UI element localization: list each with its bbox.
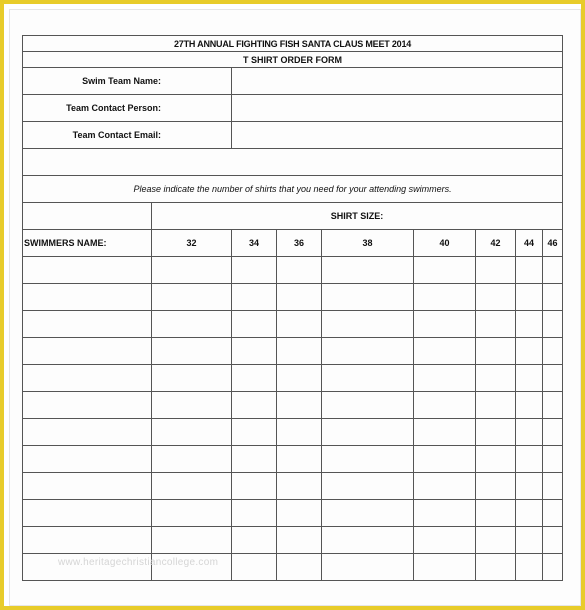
swimmer-row xyxy=(23,365,563,392)
size-header-38: 38 xyxy=(322,230,414,257)
swimmer-row xyxy=(23,419,563,446)
order-form-table xyxy=(22,35,563,581)
quantity-cell-46[interactable] xyxy=(543,500,563,527)
quantity-cell-42[interactable] xyxy=(476,284,516,311)
size-header-36: 36 xyxy=(277,230,322,257)
quantity-cell-34[interactable] xyxy=(232,446,277,473)
quantity-cell-46[interactable] xyxy=(543,392,563,419)
size-header-42: 42 xyxy=(476,230,516,257)
title-row xyxy=(23,36,563,52)
size-header-40: 40 xyxy=(414,230,476,257)
quantity-cell-38[interactable] xyxy=(322,554,414,581)
quantity-cell-42[interactable] xyxy=(476,419,516,446)
quantity-cell-38[interactable] xyxy=(322,419,414,446)
subtitle-row xyxy=(23,52,563,68)
quantity-cell-32[interactable] xyxy=(152,257,232,284)
size-header-32: 32 xyxy=(152,230,232,257)
quantity-cell-36[interactable] xyxy=(277,527,322,554)
size-header-34: 34 xyxy=(232,230,277,257)
quantity-cell-42[interactable] xyxy=(476,554,516,581)
quantity-cell-44[interactable] xyxy=(516,257,543,284)
field-row-contact-email xyxy=(23,122,563,149)
field-row-contact-person xyxy=(23,95,563,122)
quantity-cell-46[interactable] xyxy=(543,446,563,473)
swimmer-name-cell[interactable] xyxy=(23,419,152,446)
quantity-cell-38[interactable] xyxy=(322,500,414,527)
quantity-cell-38[interactable] xyxy=(322,473,414,500)
quantity-cell-36[interactable] xyxy=(277,500,322,527)
quantity-cell-38[interactable] xyxy=(322,257,414,284)
quantity-cell-38[interactable] xyxy=(322,284,414,311)
swimmer-row xyxy=(23,311,563,338)
quantity-cell-42[interactable] xyxy=(476,365,516,392)
quantity-cell-46[interactable] xyxy=(543,419,563,446)
quantity-cell-46[interactable] xyxy=(543,284,563,311)
quantity-cell-40[interactable] xyxy=(414,284,476,311)
swimmer-name-cell[interactable] xyxy=(23,311,152,338)
quantity-cell-46[interactable] xyxy=(543,473,563,500)
quantity-cell-44[interactable] xyxy=(516,527,543,554)
quantity-cell-32[interactable] xyxy=(152,500,232,527)
quantity-cell-34[interactable] xyxy=(232,392,277,419)
team-contact-person-label: Team Contact Person: xyxy=(23,95,232,122)
swimmer-row xyxy=(23,527,563,554)
instruction-text: Please indicate the number of shirts that you need for your attending swimmers. xyxy=(23,176,563,203)
quantity-cell-40[interactable] xyxy=(414,473,476,500)
quantity-cell-34[interactable] xyxy=(232,365,277,392)
quantity-cell-40[interactable] xyxy=(414,257,476,284)
quantity-cell-44[interactable] xyxy=(516,419,543,446)
blank-cell xyxy=(23,149,563,176)
quantity-cell-32[interactable] xyxy=(152,473,232,500)
quantity-cell-38[interactable] xyxy=(322,392,414,419)
swimmer-name-cell[interactable] xyxy=(23,446,152,473)
quantity-cell-36[interactable] xyxy=(277,311,322,338)
quantity-cell-44[interactable] xyxy=(516,311,543,338)
team-contact-person-field[interactable] xyxy=(232,95,563,122)
quantity-cell-40[interactable] xyxy=(414,554,476,581)
swim-team-name-field[interactable] xyxy=(232,68,563,95)
quantity-cell-42[interactable] xyxy=(476,527,516,554)
swimmer-name-cell[interactable] xyxy=(23,284,152,311)
swimmer-row xyxy=(23,284,563,311)
header-spacer-cell xyxy=(23,203,152,230)
shirt-size-header: SHIRT SIZE: xyxy=(152,203,563,230)
swimmer-row xyxy=(23,392,563,419)
swimmer-row xyxy=(23,338,563,365)
quantity-cell-34[interactable] xyxy=(232,284,277,311)
instruction-row xyxy=(23,176,563,203)
size-header-46: 46 xyxy=(543,230,563,257)
swimmer-row xyxy=(23,473,563,500)
quantity-cell-40[interactable] xyxy=(414,419,476,446)
quantity-cell-38[interactable] xyxy=(322,338,414,365)
quantity-cell-40[interactable] xyxy=(414,392,476,419)
quantity-cell-40[interactable] xyxy=(414,311,476,338)
swimmer-name-cell[interactable] xyxy=(23,257,152,284)
quantity-cell-46[interactable] xyxy=(543,365,563,392)
quantity-cell-44[interactable] xyxy=(516,500,543,527)
quantity-cell-32[interactable] xyxy=(152,446,232,473)
column-header-row xyxy=(23,230,563,257)
quantity-cell-32[interactable] xyxy=(152,527,232,554)
quantity-cell-34[interactable] xyxy=(232,500,277,527)
swimmer-name-cell[interactable] xyxy=(23,527,152,554)
team-contact-email-label: Team Contact Email: xyxy=(23,122,232,149)
quantity-cell-38[interactable] xyxy=(322,311,414,338)
quantity-cell-46[interactable] xyxy=(543,527,563,554)
quantity-cell-42[interactable] xyxy=(476,338,516,365)
quantity-cell-34[interactable] xyxy=(232,527,277,554)
quantity-cell-42[interactable] xyxy=(476,446,516,473)
team-contact-email-field[interactable] xyxy=(232,122,563,149)
quantity-cell-42[interactable] xyxy=(476,392,516,419)
swimmer-name-cell[interactable] xyxy=(23,338,152,365)
quantity-cell-40[interactable] xyxy=(414,500,476,527)
quantity-cell-36[interactable] xyxy=(277,473,322,500)
swimmer-name-cell[interactable] xyxy=(23,365,152,392)
quantity-cell-32[interactable] xyxy=(152,338,232,365)
swimmer-name-cell[interactable] xyxy=(23,500,152,527)
quantity-cell-34[interactable] xyxy=(232,338,277,365)
quantity-cell-44[interactable] xyxy=(516,554,543,581)
swimmer-name-cell[interactable] xyxy=(23,554,152,581)
quantity-cell-40[interactable] xyxy=(414,365,476,392)
swim-team-name-label: Swim Team Name: xyxy=(23,68,232,95)
quantity-cell-42[interactable] xyxy=(476,500,516,527)
quantity-cell-34[interactable] xyxy=(232,311,277,338)
swimmer-row xyxy=(23,257,563,284)
quantity-cell-36[interactable] xyxy=(277,554,322,581)
quantity-cell-38[interactable] xyxy=(322,365,414,392)
quantity-cell-44[interactable] xyxy=(516,284,543,311)
swimmer-row xyxy=(23,446,563,473)
quantity-cell-46[interactable] xyxy=(543,554,563,581)
swimmer-row xyxy=(23,500,563,527)
quantity-cell-42[interactable] xyxy=(476,311,516,338)
quantity-cell-38[interactable] xyxy=(322,527,414,554)
quantity-cell-36[interactable] xyxy=(277,419,322,446)
quantity-cell-32[interactable] xyxy=(152,554,232,581)
blank-row xyxy=(23,149,563,176)
quantity-cell-36[interactable] xyxy=(277,284,322,311)
quantity-cell-34[interactable] xyxy=(232,257,277,284)
swimmer-row xyxy=(23,554,563,581)
quantity-cell-36[interactable] xyxy=(277,365,322,392)
shirt-size-header-row xyxy=(23,203,563,230)
quantity-cell-32[interactable] xyxy=(152,392,232,419)
field-row-team-name xyxy=(23,68,563,95)
quantity-cell-36[interactable] xyxy=(277,257,322,284)
quantity-cell-46[interactable] xyxy=(543,311,563,338)
quantity-cell-34[interactable] xyxy=(232,473,277,500)
form-subtitle: T SHIRT ORDER FORM xyxy=(23,52,563,68)
quantity-cell-34[interactable] xyxy=(232,419,277,446)
quantity-cell-40[interactable] xyxy=(414,527,476,554)
quantity-cell-44[interactable] xyxy=(516,446,543,473)
quantity-cell-34[interactable] xyxy=(232,554,277,581)
swimmer-name-cell[interactable] xyxy=(23,392,152,419)
quantity-cell-32[interactable] xyxy=(152,419,232,446)
swimmer-name-cell[interactable] xyxy=(23,473,152,500)
quantity-cell-32[interactable] xyxy=(152,311,232,338)
quantity-cell-42[interactable] xyxy=(476,257,516,284)
quantity-cell-44[interactable] xyxy=(516,473,543,500)
quantity-cell-36[interactable] xyxy=(277,446,322,473)
quantity-cell-38[interactable] xyxy=(322,446,414,473)
quantity-cell-36[interactable] xyxy=(277,392,322,419)
quantity-cell-46[interactable] xyxy=(543,257,563,284)
quantity-cell-36[interactable] xyxy=(277,338,322,365)
quantity-cell-42[interactable] xyxy=(476,473,516,500)
quantity-cell-32[interactable] xyxy=(152,284,232,311)
quantity-cell-40[interactable] xyxy=(414,338,476,365)
quantity-cell-44[interactable] xyxy=(516,365,543,392)
watermark: www.heritagechristiancollege.com xyxy=(58,557,219,568)
quantity-cell-44[interactable] xyxy=(516,338,543,365)
size-header-44: 44 xyxy=(516,230,543,257)
quantity-cell-46[interactable] xyxy=(543,338,563,365)
form-title: 27TH ANNUAL FIGHTING FISH SANTA CLAUS MEET 2014 xyxy=(23,36,563,52)
quantity-cell-40[interactable] xyxy=(414,446,476,473)
quantity-cell-44[interactable] xyxy=(516,392,543,419)
swimmers-name-header: SWIMMERS NAME: xyxy=(23,230,152,257)
quantity-cell-32[interactable] xyxy=(152,365,232,392)
